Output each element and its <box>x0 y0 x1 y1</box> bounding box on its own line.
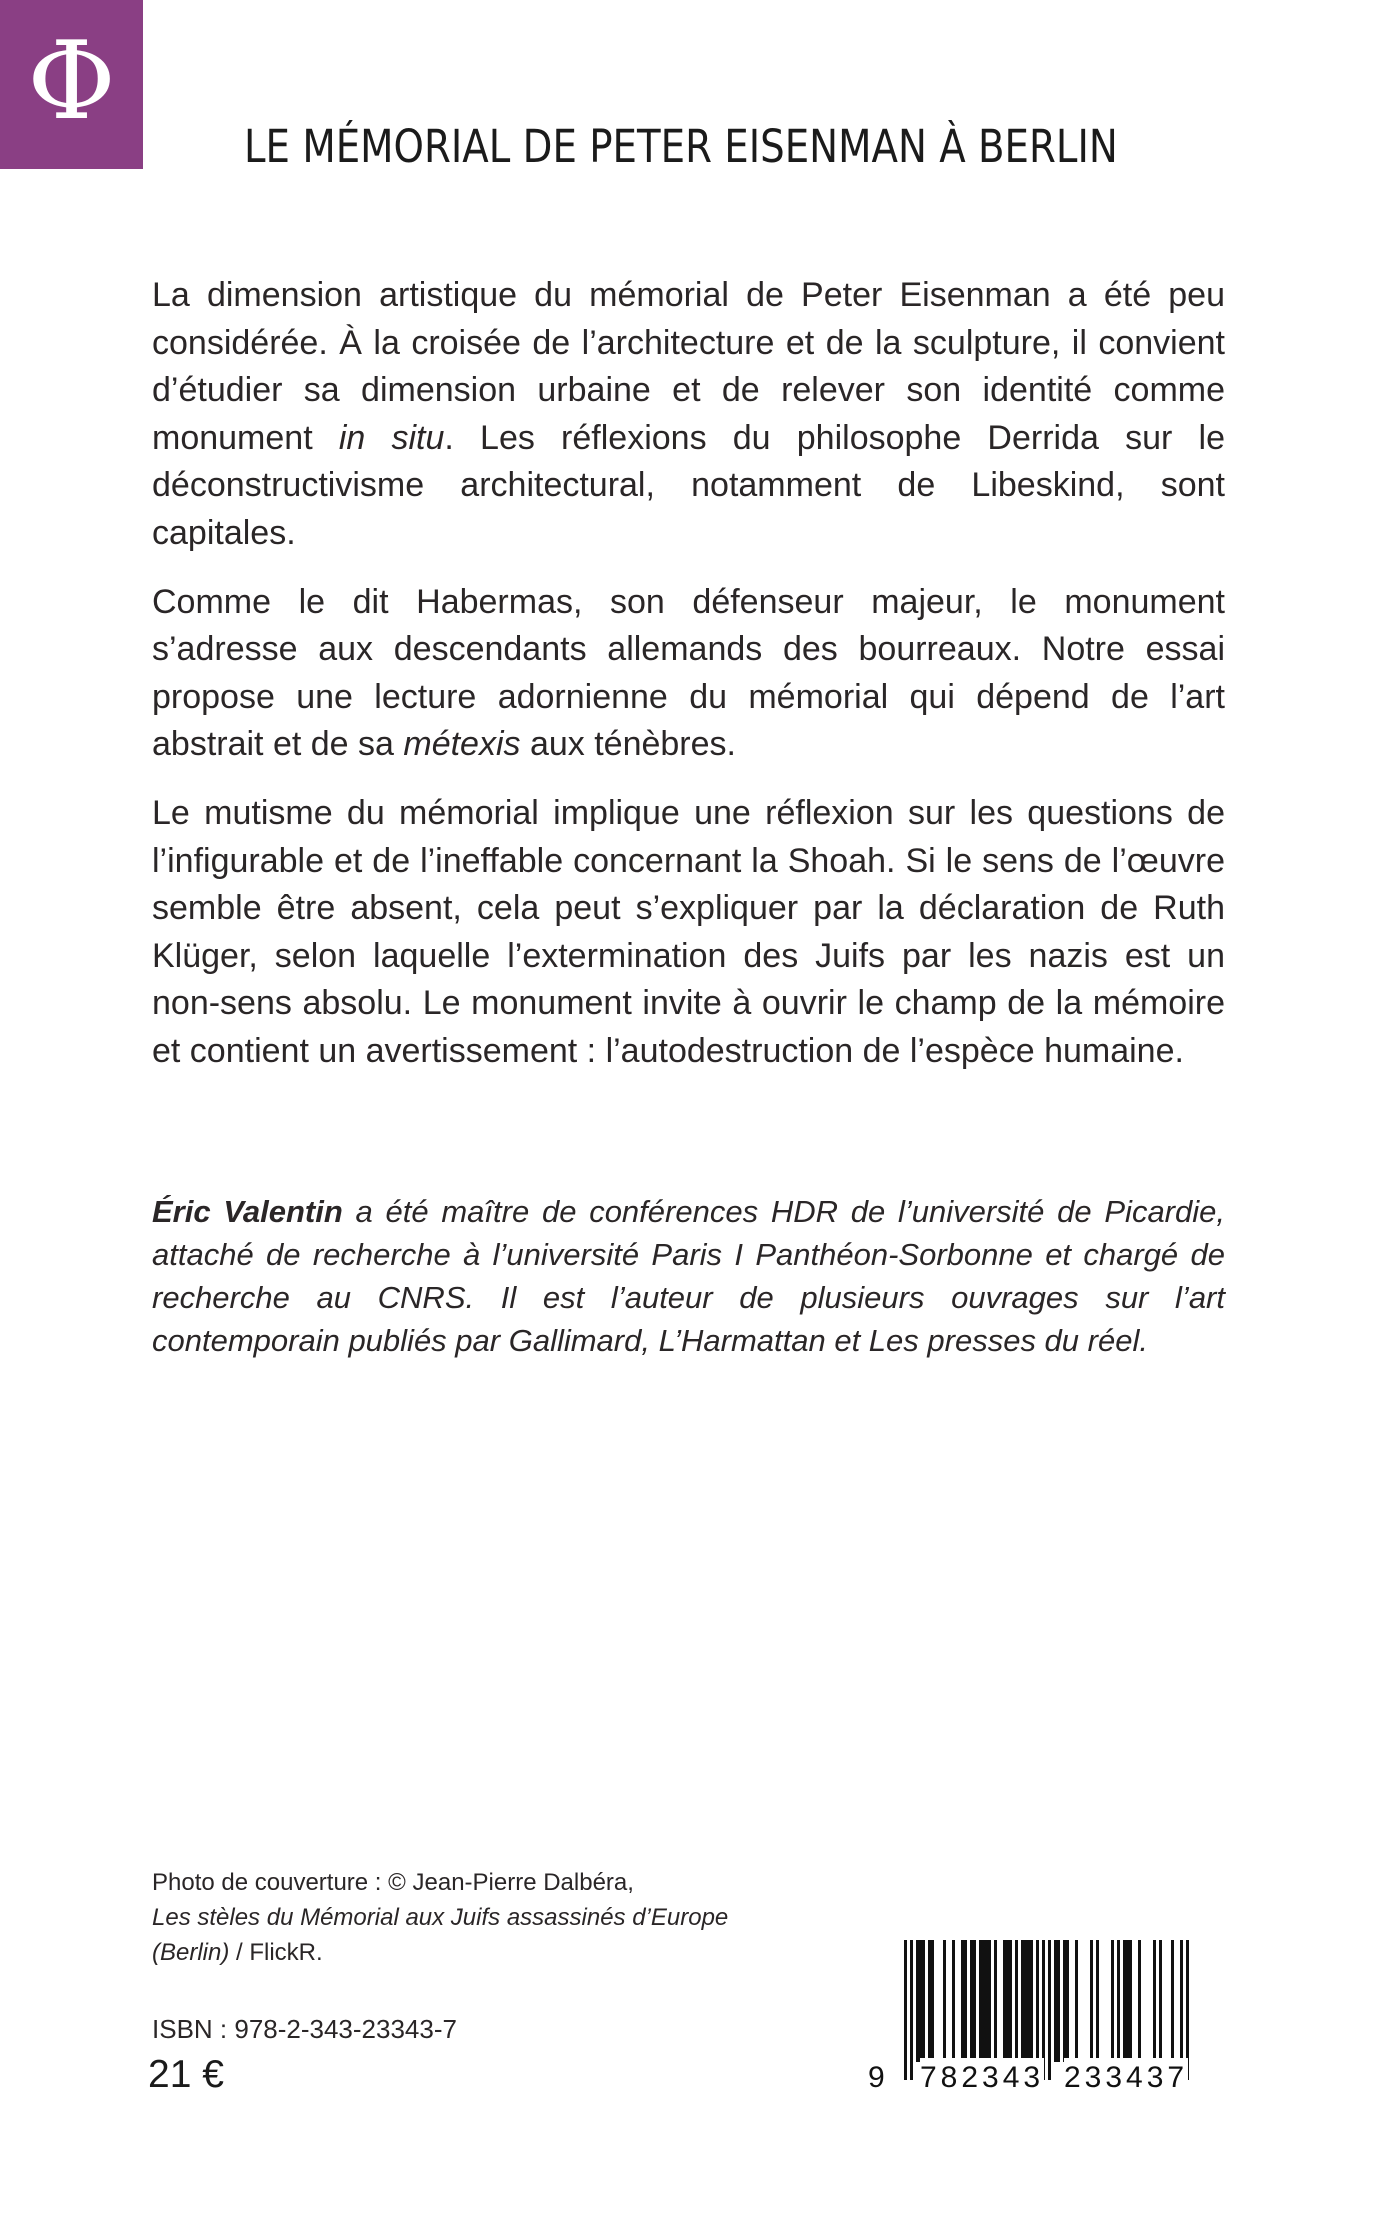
barcode-bar <box>1063 1940 1066 2062</box>
barcode-bar <box>985 1940 988 2062</box>
barcode-bar <box>928 1940 931 2062</box>
phi-logo-icon: Φ <box>27 18 116 144</box>
book-title: LE MÉMORIAL DE PETER EISENMAN À BERLIN <box>244 120 1118 173</box>
barcode-bar <box>1126 1940 1129 2062</box>
barcode-bar <box>1171 1940 1174 2062</box>
barcode-right-group: 233437 <box>1064 2058 1188 2098</box>
barcode-bar <box>1159 1940 1162 2062</box>
barcode-bar <box>1090 1940 1093 2062</box>
barcode-bar <box>970 1940 973 2062</box>
summary-paragraph-2: Comme le dit Habermas, son défenseur majeur, le monument s’adresse aux descendants allemands des bourreaux. Notre essai propose une lecture adornienne du mémorial qui dépend de l’art abstrait et de sa métexis aux ténèbres. <box>152 582 1225 764</box>
barcode-bar <box>919 1940 922 2062</box>
summary-paragraph-1: La dimension artistique du mémorial de Peter Eisenman a été peu considérée. À la croisée de l’architecture et de la sculpture, il convient d’étudier sa dimension urbaine et de relever son identité comme monument in situ. Les réflexions du philosophe Derrida sur le déconstructivisme architectural, notamment de Libeskind, sont capitales. <box>152 276 1225 552</box>
barcode-bar <box>916 1940 919 2062</box>
barcode-bar <box>973 1940 976 2062</box>
barcode-bar <box>1015 1940 1018 2062</box>
barcode-bar <box>1111 1940 1114 2062</box>
author-bio <box>152 1190 1225 1362</box>
barcode-bar <box>1021 1940 1024 2062</box>
barcode-first-digit: 9 <box>868 2058 885 2098</box>
barcode-bar <box>1054 1940 1057 2062</box>
barcode-bar <box>1129 1940 1132 2062</box>
barcode-bar <box>1024 1940 1027 2062</box>
photo-credit: Photo de couverture : © Jean-Pierre Dalbéra, Les stèles du Mémorial aux Juifs assassinés d’Europe (Berlin) / FlickR. <box>152 1869 729 1966</box>
barcode-bar <box>982 1940 985 2062</box>
barcode <box>868 1940 1228 2100</box>
barcode-bar <box>1006 1940 1009 2062</box>
barcode-left-group: 782343 <box>920 2058 1044 2098</box>
barcode-bar <box>1096 1940 1099 2062</box>
barcode-bar <box>1066 1940 1069 2062</box>
barcode-bar <box>1123 1940 1126 2062</box>
barcode-bar <box>961 1940 964 2062</box>
barcode-bar <box>943 1940 946 2062</box>
barcode-bar <box>1117 1940 1120 2062</box>
barcode-bar <box>1027 1940 1030 2062</box>
barcode-bar <box>1138 1940 1141 2062</box>
publisher-logo <box>0 0 143 169</box>
barcode-bar <box>1075 1940 1078 2062</box>
photo-title: Les stèles du Mémorial aux Juifs assassinés d’Europe (Berlin) <box>152 1904 729 1966</box>
barcode-bar <box>994 1940 997 2062</box>
barcode-bar <box>1057 1940 1060 2062</box>
book-summary <box>152 272 1225 1097</box>
barcode-bar <box>952 1940 955 2062</box>
barcode-bar <box>1003 1940 1006 2062</box>
summary-paragraph-3: Le mutisme du mémorial implique une réflexion sur les questions de l’infigurable et de l’ineffable concernant la Shoah. Si le sens de l’œuvre semble être absent, cela peut s’expliquer par la déclaration de Ruth Klüger, selon laquelle l’extermination des Juifs par les nazis est un non-sens absolu. Le monument invite à ouvrir le champ de la mémoire et contient un avertissement : l’autodestruction de l’espèce humaine. <box>152 793 1225 1070</box>
author-bio-text: a été maître de conférences HDR de l’université de Picardie, attaché de recherche à l’université Paris I Panthéon-Sorbonne et chargé de recherche au CNRS. Il est l’auteur de plusieurs ouvrages sur l’art contemporain publiés par Gallimard, L’Harmattan et Les presses du réel. <box>152 1194 1225 1358</box>
isbn: ISBN : 978-2-343-23343-7 <box>152 2014 457 2044</box>
price: 21 € <box>148 2053 224 2096</box>
barcode-bar <box>1030 1940 1033 2062</box>
barcode-digits <box>868 2058 1228 2098</box>
barcode-bar <box>964 1940 967 2062</box>
barcode-bar <box>988 1940 991 2062</box>
author-name: Éric Valentin <box>152 1194 343 1229</box>
barcode-bar <box>979 1940 982 2062</box>
barcode-bar <box>931 1940 934 2062</box>
barcode-bar <box>1009 1940 1012 2062</box>
barcode-bar <box>1036 1940 1039 2062</box>
barcode-bar <box>922 1940 925 2062</box>
barcode-bar <box>1153 1940 1156 2062</box>
